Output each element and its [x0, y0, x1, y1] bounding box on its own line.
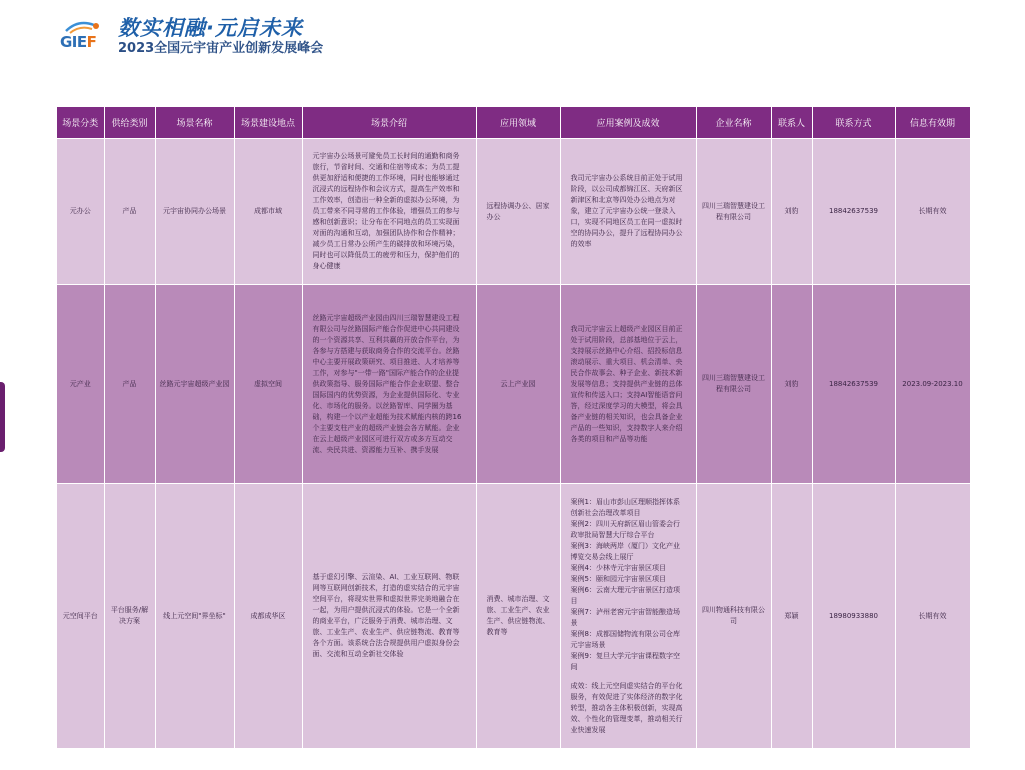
case-item: 案例1：眉山市彭山区理顺指挥体系创新社会治理改革项目	[570, 497, 680, 517]
cell-validity: 2023.09-2023.10	[895, 285, 970, 484]
cell-company: 四川三瑞智慧建设工程有限公司	[696, 139, 771, 285]
page-header	[58, 12, 323, 62]
page-title: 数实相融·元启未来	[118, 16, 303, 40]
cell-location: 成都市域	[234, 139, 302, 285]
column-header: 场景介绍	[302, 107, 476, 139]
cell-field: 远程协调办公、居家办公	[476, 139, 560, 285]
cell-contact: 刘豹	[771, 139, 812, 285]
cell-cases: 我司元宇宙办公系统目前正处于试用阶段，以公司成都锦江区、天府新区新津区和北京等四处办公地点为对象，建立了元宇宙办公统一登录入口，实现不同地区员工在同一虚拟时空的协同办公，提升了远程协同办公的效率	[560, 139, 696, 285]
table-header-row	[57, 107, 970, 139]
cell-company: 四川物通科技有限公司	[696, 484, 771, 749]
case-item: 案例8：成都国储物流有限公司仓库元宇宙场景	[570, 629, 680, 649]
cell-company: 四川三瑞智慧建设工程有限公司	[696, 285, 771, 484]
cell-phone: 18842637539	[812, 285, 895, 484]
table-row	[57, 484, 970, 749]
cell-intro: 元宇宙办公场景可避免员工长时间的通勤和商务旅行，节省时间、交通和住宿等成本；为员工提供更加舒适和便捷的工作环境，同时也能够通过沉浸式的远程协作和会议方式，提高生产效率和工作效率，创造出一种全新的虚拟办公环境，为员工带来不同寻常的工作体验，增强员工的参与感和创新意识；让分布在不同地点的员工实现面对面的沟通和互动，加强团队协作和合作精神；减少员工日常办公所产生的碳排放和环境污染，同时也可以降低员工的疲劳和压力，保护他们的身心健康	[302, 139, 476, 285]
cell-category: 元空间平台	[57, 484, 104, 749]
column-header: 信息有效期	[895, 107, 970, 139]
cell-phone: 18842637539	[812, 139, 895, 285]
cell-supply: 产品	[104, 285, 155, 484]
column-header: 场景名称	[155, 107, 234, 139]
column-header: 联系人	[771, 107, 812, 139]
cell-field: 云上产业园	[476, 285, 560, 484]
case-item: 案例2：四川天府新区眉山管委会行政审批局智慧大厅综合平台	[570, 519, 680, 539]
column-header: 场景分类	[57, 107, 104, 139]
case-item: 案例3：海峡两岸（厦门）文化产业博览交易会线上展厅	[570, 541, 680, 561]
cell-location: 虚拟空间	[234, 285, 302, 484]
case-item: 案例5：颐和园元宇宙景区项目	[570, 574, 666, 583]
cell-contact: 郑颖	[771, 484, 812, 749]
column-header: 联系方式	[812, 107, 895, 139]
cell-cases: 我司元宇宙云上超级产业园区目前正处于试用阶段，总部基地位于云上，支持展示丝路中心介绍、招投标信息滚动展示、重大项目、机会清单、央民合作故事会、种子企业、新技术新发展等信息；支持提供产业链的总体宣传和传送入口；支持AI智能语音问答，经过深度学习的大模型，将会具备产业链的相关知识，也会具备企业产品的一些知识，支持数字人来介绍各类的项目和产品等功能	[560, 285, 696, 484]
column-header: 应用领域	[476, 107, 560, 139]
page-subtitle: 2023全国元宇宙产业创新发展峰会	[118, 41, 324, 56]
cell-category: 元办公	[57, 139, 104, 285]
cell-field: 消费、城市治理、文旅、工业生产、农业生产、供应链物流、教育等	[476, 484, 560, 749]
cell-name: 元宇宙协同办公场景	[155, 139, 234, 285]
side-tab-marker	[0, 382, 5, 452]
cell-phone: 18980933880	[812, 484, 895, 749]
cell-intro: 基于虚幻引擎、云渲染、AI、工业互联网、物联网等互联网创新技术，打造的虚实结合的元宇宙空间平台，将现实世界和虚拟世界完美地融合在一起，为用户提供沉浸式的体验。它是一个全新的商业平台，广泛服务于消费、城市治理、文旅、工业生产、农业生产、供应链物流、教育等各个方面。该系统合法合规提供用户虚拟身份会面、交流和互动全新社交体验	[302, 484, 476, 749]
cell-validity: 长期有效	[895, 139, 970, 285]
cell-category: 元产业	[57, 285, 104, 484]
case-item: 案例6：云南大理元宇宙景区打造项目	[570, 585, 680, 605]
table-row	[57, 285, 970, 484]
logo-text: GIEF	[60, 33, 97, 51]
case-item: 案例9：复旦大学元宇宙课程数字空间	[570, 651, 680, 671]
cell-validity: 长期有效	[895, 484, 970, 749]
cell-name: 线上元空间"界坐标"	[155, 484, 234, 749]
cell-name: 丝路元宇宙超级产业园	[155, 285, 234, 484]
case-item: 案例4：少林寺元宇宙景区项目	[570, 563, 666, 572]
column-header: 应用案例及成效	[560, 107, 696, 139]
column-header: 企业名称	[696, 107, 771, 139]
cell-supply: 产品	[104, 139, 155, 285]
cell-cases	[560, 484, 696, 749]
cell-contact: 刘豹	[771, 285, 812, 484]
cell-intro: 丝路元宇宙超级产业园由四川三瑞智慧建设工程有限公司与丝路国际产能合作促进中心共同建设的一个资源共享、互利共赢的开放合作平台，为各参与方搭建与获取商务合作的交流平台。丝路中心主要开展政策研究、项目推进、人才培养等工作，对参与"一带一路"国际产能合作的企业提供政策指导、服务国际产能合作企业联盟、整合国际国内的优势资源，为企业提供国际化、专业化、市场化的服务。以丝路智库、同学圈为基础，构建一个以产业超能为技术赋能内核的跨16个主要支柱产业的超级产业链会各方赋能。企业在云上超级产业园区可进行双方或多方互动交流、央民共进、资源能力互补、携手发展	[302, 285, 476, 484]
column-header: 供给类别	[104, 107, 155, 139]
scene-table	[57, 107, 971, 748]
case-item: 案例7：泸州老窖元宇宙智能酿造场景	[570, 607, 680, 627]
table-row	[57, 139, 970, 285]
gief-logo	[58, 17, 106, 57]
cell-location: 成都成华区	[234, 484, 302, 749]
column-header: 场景建设地点	[234, 107, 302, 139]
case-outcome: 成效：线上元空间虚实结合的平台化服务，有效促进了实体经济的数字化转型，推动各主体积极创新，实现高效、个性化的管理变革，推动相关行业快速发展	[570, 681, 683, 734]
cell-supply: 平台服务/解决方案	[104, 484, 155, 749]
